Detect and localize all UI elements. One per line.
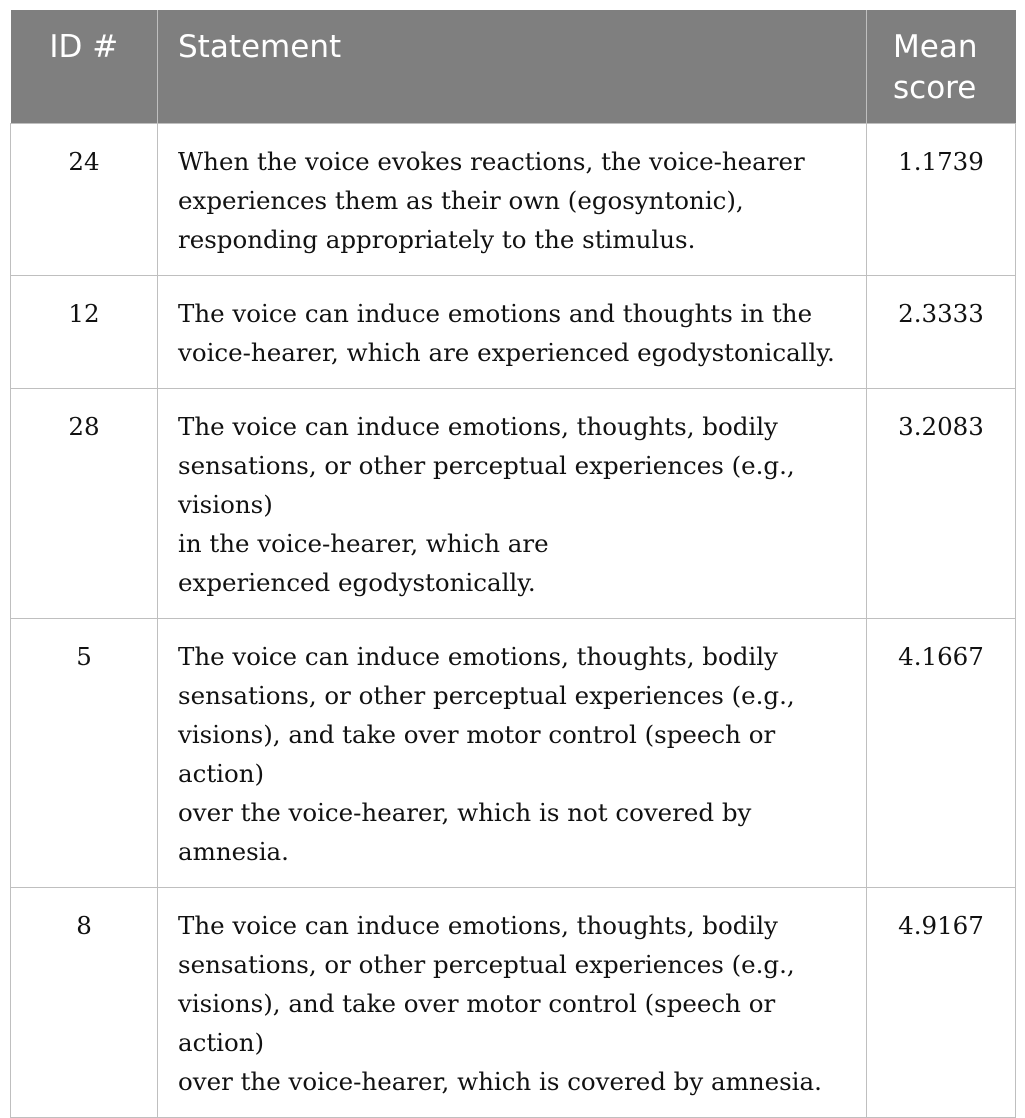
row-mean-score: 1.1739 <box>867 124 1016 276</box>
table-row <box>11 619 1016 888</box>
row-id: 28 <box>11 389 158 619</box>
row-id: 5 <box>11 619 158 888</box>
row-mean-score: 2.3333 <box>867 276 1016 389</box>
row-statement: The voice can induce emotions and thoughts in the voice-hearer, which are experienced egodystonically. <box>158 276 867 389</box>
table-header <box>11 10 1016 124</box>
row-statement: When the voice evokes reactions, the voice-hearer experiences them as their own (egosyntonic), responding appropriately to the stimulus. <box>158 124 867 276</box>
row-statement: The voice can induce emotions, thoughts, bodily sensations, or other perceptual experiences (e.g., visions), and take over motor control (speech or action) over the voice-hearer, which is covered by amnesia. <box>158 888 867 1118</box>
header-id: ID # <box>11 10 158 124</box>
table-row <box>11 124 1016 276</box>
table-body <box>11 124 1016 1118</box>
header-mean-score-line1: Mean <box>893 29 978 65</box>
row-id: 8 <box>11 888 158 1118</box>
table-row <box>11 276 1016 389</box>
table-row <box>11 389 1016 619</box>
row-mean-score: 4.1667 <box>867 619 1016 888</box>
header-statement: Statement <box>158 10 867 124</box>
header-mean-score-line2: score <box>893 70 977 106</box>
table-row <box>11 888 1016 1118</box>
row-id: 24 <box>11 124 158 276</box>
row-id: 12 <box>11 276 158 389</box>
header-row <box>11 10 1016 124</box>
mean-score-table <box>10 10 1016 1118</box>
row-mean-score: 4.9167 <box>867 888 1016 1118</box>
header-mean-score <box>867 10 1016 124</box>
row-mean-score: 3.2083 <box>867 389 1016 619</box>
row-statement: The voice can induce emotions, thoughts, bodily sensations, or other perceptual experiences (e.g., visions) in the voice-hearer, which are experienced egodystonically. <box>158 389 867 619</box>
row-statement: The voice can induce emotions, thoughts, bodily sensations, or other perceptual experiences (e.g., visions), and take over motor control (speech or action) over the voice-hearer, which is not covered by amnesia. <box>158 619 867 888</box>
